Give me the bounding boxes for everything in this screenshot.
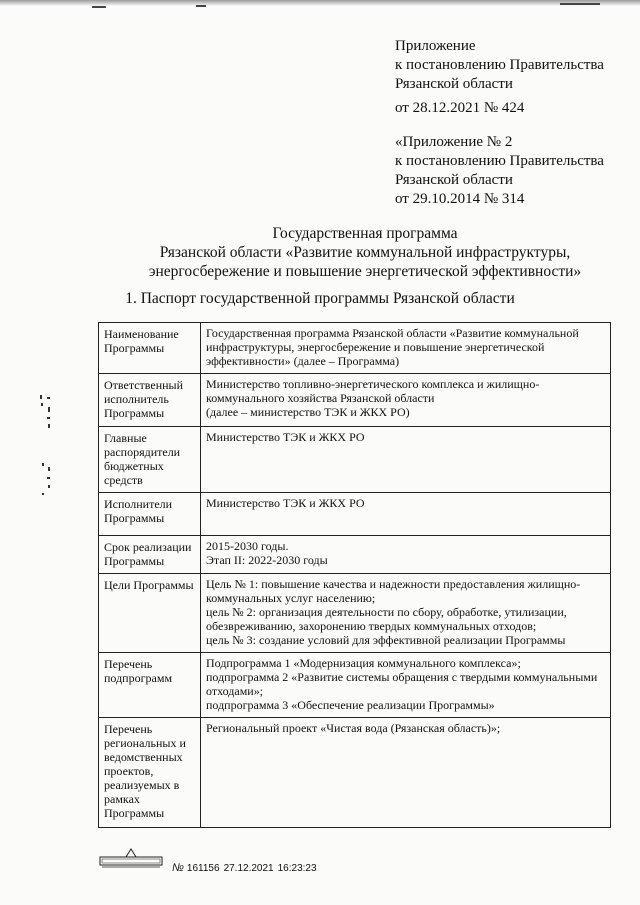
approval-line: Рязанской области <box>395 76 513 92</box>
passport-value-cell <box>201 492 611 535</box>
document-id: 161156 <box>186 863 220 874</box>
passport-value: Подпрограмма 1 «Модернизация коммунального комплекса»; подпрограмма 2 «Развитие системы обращения с твердыми коммунальными отходами»; подпрограмма 3 «Обеспечение реализации Программы» <box>206 656 598 713</box>
passport-row <box>99 323 611 374</box>
passport-value: 2015-2030 годы. Этап II: 2022-2030 годы <box>206 538 328 567</box>
scan-speck <box>196 5 206 7</box>
passport-value: Министерство топливно-энергетического комплекса и жилищно- коммунального хозяйства Рязанской области (далее – министерство ТЭК и ЖКХ РО) <box>206 377 540 420</box>
passport-value-cell <box>201 323 611 374</box>
passport-value-cell <box>201 574 611 653</box>
passport-label: Цели Программы <box>104 578 194 593</box>
passport-row <box>99 574 611 653</box>
passport-value: Министерство ТЭК и ЖКХ РО <box>206 495 365 510</box>
passport-table <box>98 322 611 828</box>
passport-value: Министерство ТЭК и ЖКХ РО <box>206 430 365 445</box>
passport-label: Перечень региональных и ведомственных проектов, реализуемых в рамках Программы <box>104 721 186 820</box>
program-title <box>100 224 630 281</box>
approval-line: к постановлению Правительства <box>395 57 604 73</box>
program-title-line: Рязанской области «Развитие коммунальной инфраструктуры, <box>159 244 571 261</box>
passport-label-cell <box>99 717 201 827</box>
margin-hole-punch-marks <box>38 393 60 503</box>
passport-row <box>99 427 611 492</box>
appendix-line: Рязанской области <box>395 172 513 188</box>
appendix-line: к постановлению Правительства <box>395 153 604 169</box>
passport-label: Наименование Программы <box>104 327 179 355</box>
passport-row <box>99 535 611 574</box>
passport-label: Срок реализации Программы <box>104 539 192 568</box>
passport-row <box>99 492 611 535</box>
passport-label-cell <box>99 374 201 427</box>
passport-row <box>99 374 611 427</box>
passport-label: Исполнители Программы <box>104 496 173 525</box>
passport-value: Государственная программа Рязанской области «Развитие коммунальной инфраструктуры, энергосбережение и повышение энергетической эффективности» (далее – Программа) <box>206 326 579 368</box>
passport-value-cell <box>201 374 611 427</box>
passport-table-body <box>99 323 611 828</box>
passport-value-cell <box>201 653 611 717</box>
passport-label: Ответственный исполнитель Программы <box>104 378 184 421</box>
scan-speck <box>92 6 106 8</box>
appendix-line: «Приложение № 2 <box>395 134 513 150</box>
document-date: 27.12.2021 <box>223 863 274 874</box>
scan-speck <box>560 3 600 5</box>
approval-date-number: от 28.12.2021 № 424 <box>395 100 525 116</box>
passport-label-cell <box>99 323 201 374</box>
passport-heading: 1. Паспорт государственной программы Рязанской области <box>125 290 515 307</box>
passport-value-cell <box>201 427 611 492</box>
appendix-date-number: от 29.10.2014 № 314 <box>395 191 525 207</box>
passport-value-cell <box>201 717 611 827</box>
passport-label-cell <box>99 427 201 492</box>
document-registration-number <box>172 862 321 874</box>
registry-stamp <box>98 848 164 868</box>
passport-label: Главные распорядители бюджетных средств <box>104 431 181 488</box>
passport-value: Региональный проект «Чистая вода (Рязанская область)»; <box>206 720 501 735</box>
approval-line: Приложение <box>395 38 476 54</box>
passport-label-cell <box>99 492 201 535</box>
passport-row <box>99 653 611 717</box>
passport-label-cell <box>99 574 201 653</box>
document-time: 16:23:23 <box>277 863 317 874</box>
appendix-block <box>395 133 604 209</box>
passport-value: Цель № 1: повышение качества и надежности предоставления жилищно- коммунальных услуг населению; цель № 2: организация деятельности по сбору, обработке, утилизации, обезвреживанию, захоронению твердых коммунальных отходов; цель № 3: создание условий для эффективной реализации Программы <box>206 577 581 648</box>
passport-label-cell <box>99 653 201 717</box>
number-sign: № <box>172 862 184 874</box>
passport-label-cell <box>99 535 201 574</box>
approval-block <box>395 37 604 118</box>
program-title-line: энергосбережение и повышение энергетической эффективности» <box>148 263 582 280</box>
program-title-line: Государственная программа <box>272 225 458 242</box>
passport-value-cell <box>201 535 611 574</box>
passport-label: Перечень подпрограмм <box>104 657 173 686</box>
passport-row <box>99 717 611 827</box>
